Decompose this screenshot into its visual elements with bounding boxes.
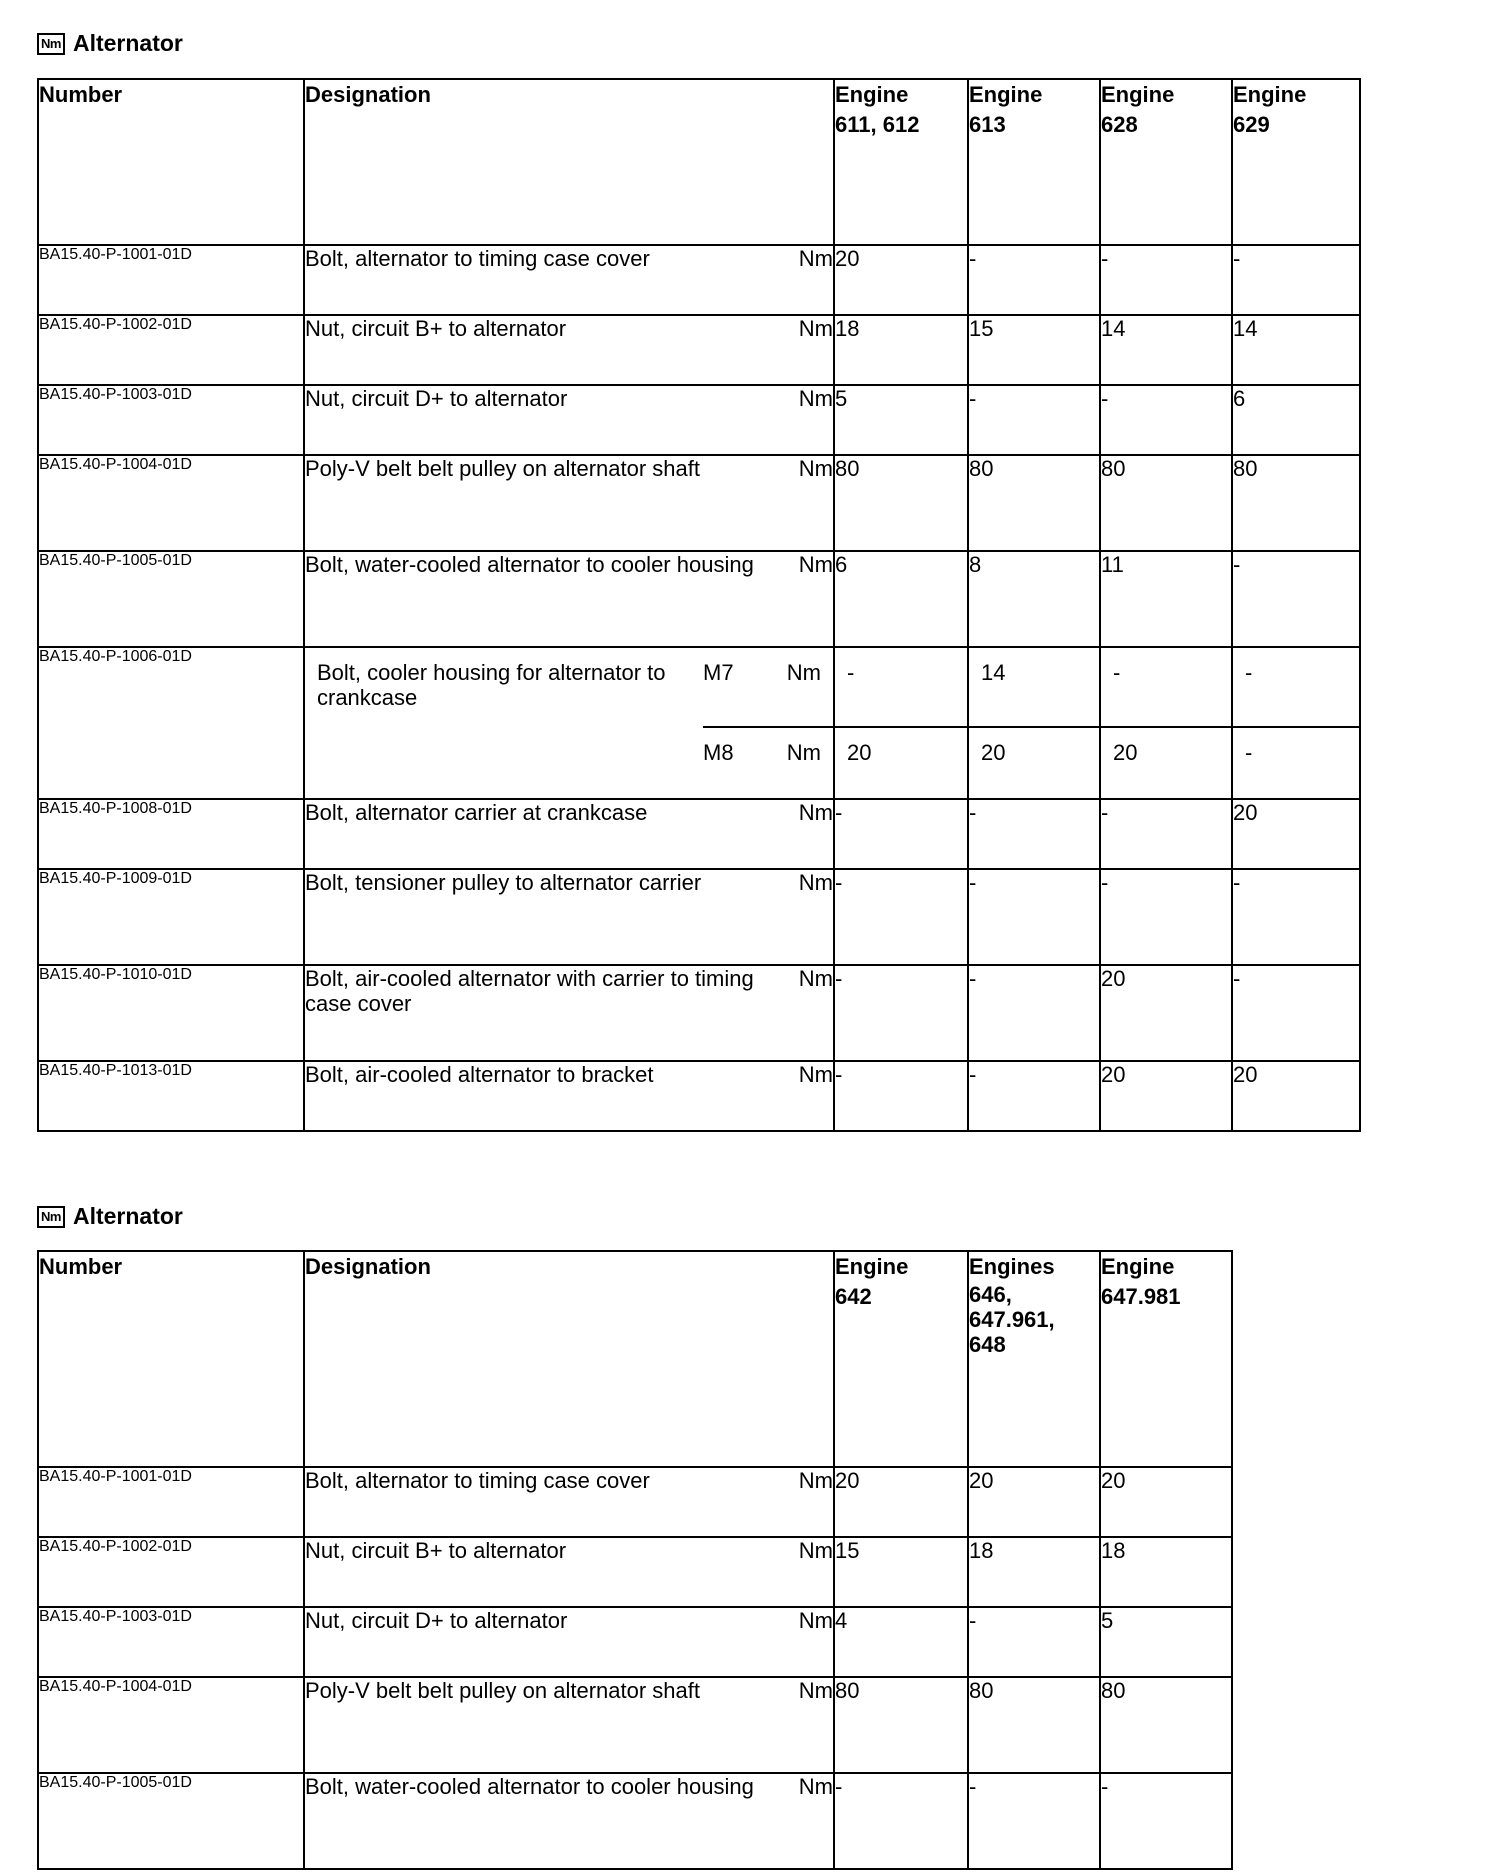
header-engine xyxy=(1232,79,1360,245)
table-row xyxy=(38,799,1360,869)
torque-value: 20 xyxy=(1100,965,1232,1061)
unit-label: Nm xyxy=(798,800,833,825)
torque-value: - xyxy=(834,1773,968,1869)
row-designation xyxy=(304,1061,834,1131)
designation-text: Bolt, alternator to timing case cover xyxy=(305,1468,650,1493)
torque-value: - xyxy=(1100,1773,1232,1869)
torque-value-cell xyxy=(968,647,1100,799)
torque-value: 4 xyxy=(834,1607,968,1677)
torque-value: 20 xyxy=(834,245,968,315)
header-engine xyxy=(834,79,968,245)
unit-label: Nm xyxy=(798,552,833,577)
torque-value-cell xyxy=(1100,647,1232,799)
torque-value: - xyxy=(834,869,968,965)
torque-value: - xyxy=(1232,965,1360,1061)
header-line: Engine xyxy=(835,82,909,107)
header-line: 613 xyxy=(969,112,1006,137)
size-row xyxy=(703,728,833,798)
row-number: BA15.40-P-1001-01D xyxy=(38,1467,304,1537)
header-line: 628 xyxy=(1101,112,1138,137)
torque-value: - xyxy=(1100,799,1232,869)
torque-value: 6 xyxy=(1232,385,1360,455)
torque-value: - xyxy=(968,965,1100,1061)
designation-split xyxy=(305,648,833,798)
header-line: Engine xyxy=(969,82,1043,107)
designation-wrap xyxy=(305,1538,833,1563)
torque-value: - xyxy=(834,799,968,869)
unit-label: Nm xyxy=(798,966,833,991)
torque-value: 80 xyxy=(1232,455,1360,551)
unit-label: Nm xyxy=(798,1538,833,1563)
header-line: Engine xyxy=(1233,82,1307,107)
row-number: BA15.40-P-1003-01D xyxy=(38,385,304,455)
header-engine xyxy=(1100,1251,1232,1467)
header-engine xyxy=(968,79,1100,245)
torque-value: 15 xyxy=(968,315,1100,385)
section-title-1 xyxy=(37,30,183,57)
table-row xyxy=(38,869,1360,965)
table-row xyxy=(38,245,1360,315)
designation-text: Poly-V belt belt pulley on alternator shaft xyxy=(305,456,701,481)
torque-table-1 xyxy=(37,78,1361,1132)
row-designation xyxy=(304,965,834,1061)
header-line: Engines xyxy=(969,1254,1055,1279)
row-number: BA15.40-P-1010-01D xyxy=(38,965,304,1061)
row-number: BA15.40-P-1006-01D xyxy=(38,647,304,799)
torque-value: 20 xyxy=(968,1467,1100,1537)
row-number: BA15.40-P-1004-01D xyxy=(38,455,304,551)
designation-wrap xyxy=(305,1774,833,1799)
unit-label: Nm xyxy=(798,386,833,411)
header-line: 647.981 xyxy=(1101,1284,1181,1309)
table-row xyxy=(38,965,1360,1061)
designation-text: Nut, circuit D+ to alternator xyxy=(305,386,568,411)
torque-value: - xyxy=(968,385,1100,455)
table-row xyxy=(38,1061,1360,1131)
unit-label: Nm xyxy=(798,246,833,271)
designation-wrap xyxy=(305,1678,833,1703)
unit-label: Nm xyxy=(798,1608,833,1633)
row-number: BA15.40-P-1002-01D xyxy=(38,315,304,385)
header-engine xyxy=(834,1251,968,1467)
header-line: 611, 612 xyxy=(835,112,920,137)
unit-label: Nm xyxy=(798,1468,833,1493)
unit-label: Nm xyxy=(798,1062,833,1087)
torque-value: - xyxy=(1100,385,1232,455)
designation-text: Bolt, air-cooled alternator with carrier to timing case cover xyxy=(305,966,754,1016)
torque-value: 14 xyxy=(1100,315,1232,385)
torque-value: - xyxy=(968,1773,1100,1869)
header-engine xyxy=(1100,79,1232,245)
designation-wrap xyxy=(305,386,833,411)
section-title-2 xyxy=(37,1203,183,1230)
row-designation xyxy=(304,799,834,869)
torque-value: - xyxy=(968,799,1100,869)
row-number: BA15.40-P-1003-01D xyxy=(38,1607,304,1677)
row-number: BA15.40-P-1001-01D xyxy=(38,245,304,315)
header-engine xyxy=(968,1251,1100,1467)
torque-value: - xyxy=(968,245,1100,315)
table-row xyxy=(38,1467,1232,1537)
row-designation xyxy=(304,455,834,551)
row-number: BA15.40-P-1009-01D xyxy=(38,869,304,965)
unit-label: Nm xyxy=(798,456,833,481)
header-line: 629 xyxy=(1233,112,1270,137)
unit-label: Nm xyxy=(798,316,833,341)
table-row xyxy=(38,647,1360,799)
designation-text: Bolt, air-cooled alternator to bracket xyxy=(305,1062,654,1087)
bolt-size: M8 xyxy=(703,740,734,765)
torque-value: - xyxy=(1233,648,1359,728)
unit-label: Nm xyxy=(798,1774,833,1799)
torque-value: 18 xyxy=(834,315,968,385)
row-designation xyxy=(304,1537,834,1607)
row-number: BA15.40-P-1005-01D xyxy=(38,1773,304,1869)
section-title-text: Alternator xyxy=(72,1203,183,1229)
designation-wrap xyxy=(305,456,833,481)
unit-label: Nm xyxy=(786,740,821,765)
table-row xyxy=(38,1773,1232,1869)
designation-text: Bolt, cooler housing for alternator to crankcase xyxy=(317,660,666,710)
table-row xyxy=(38,455,1360,551)
designation-wrap xyxy=(305,966,833,1016)
torque-value: 20 xyxy=(981,740,1006,765)
row-designation xyxy=(304,1467,834,1537)
unit-label: Nm xyxy=(798,1678,833,1703)
torque-value: - xyxy=(968,1607,1100,1677)
table-row xyxy=(38,1607,1232,1677)
torque-value: 8 xyxy=(968,551,1100,647)
torque-value-cell xyxy=(834,647,968,799)
torque-value: - xyxy=(1100,869,1232,965)
designation-wrap xyxy=(305,800,833,825)
size-row xyxy=(703,648,833,728)
designation-text: Nut, circuit B+ to alternator xyxy=(305,316,567,341)
header-designation: Designation xyxy=(304,1251,834,1467)
torque-value: - xyxy=(1100,245,1232,315)
designation-wrap xyxy=(305,1608,833,1633)
torque-value: 20 xyxy=(1232,799,1360,869)
torque-value: - xyxy=(1101,648,1231,728)
header-number: Number xyxy=(38,1251,304,1467)
table-row xyxy=(38,315,1360,385)
table-header-row xyxy=(38,1251,1232,1467)
torque-value: - xyxy=(1232,245,1360,315)
torque-value: 20 xyxy=(847,740,872,765)
designation-wrap xyxy=(305,1062,833,1087)
row-designation xyxy=(304,647,834,799)
torque-value: 5 xyxy=(1100,1607,1232,1677)
header-line: Engine xyxy=(1101,1254,1175,1279)
header-line: 642 xyxy=(835,1284,872,1309)
row-designation xyxy=(304,315,834,385)
torque-value: 14 xyxy=(1232,315,1360,385)
torque-value: 80 xyxy=(834,455,968,551)
row-designation xyxy=(304,869,834,965)
row-designation xyxy=(304,1607,834,1677)
torque-value: - xyxy=(968,869,1100,965)
torque-value-cell xyxy=(1232,647,1360,799)
bolt-size: M7 xyxy=(703,660,734,685)
header-line: Engine xyxy=(835,1254,909,1279)
row-designation xyxy=(304,1677,834,1773)
designation-text: Bolt, alternator to timing case cover xyxy=(305,246,650,271)
torque-value: - xyxy=(1232,551,1360,647)
table-header-row xyxy=(38,79,1360,245)
torque-value: 20 xyxy=(1232,1061,1360,1131)
torque-value: 80 xyxy=(1100,1677,1232,1773)
row-number: BA15.40-P-1013-01D xyxy=(38,1061,304,1131)
designation-text: Bolt, water-cooled alternator to cooler housing xyxy=(305,1774,754,1799)
torque-value: 80 xyxy=(834,1677,968,1773)
torque-value: 20 xyxy=(1100,1467,1232,1537)
table-row xyxy=(38,1677,1232,1773)
torque-value: - xyxy=(1232,869,1360,965)
section-title-text: Alternator xyxy=(72,30,183,56)
torque-nm-icon: Nm xyxy=(37,1206,65,1228)
designation-text: Bolt, water-cooled alternator to cooler housing xyxy=(305,552,754,577)
header-line: 648 xyxy=(969,1332,1006,1357)
torque-table-2 xyxy=(37,1250,1233,1870)
table-row xyxy=(38,551,1360,647)
torque-value: 15 xyxy=(834,1537,968,1607)
unit-label: Nm xyxy=(798,870,833,895)
row-number: BA15.40-P-1004-01D xyxy=(38,1677,304,1773)
torque-value: 11 xyxy=(1100,551,1232,647)
torque-value: 18 xyxy=(968,1537,1100,1607)
row-designation xyxy=(304,245,834,315)
header-number: Number xyxy=(38,79,304,245)
header-designation: Designation xyxy=(304,79,834,245)
row-number: BA15.40-P-1008-01D xyxy=(38,799,304,869)
designation-wrap xyxy=(305,316,833,341)
torque-value: 5 xyxy=(834,385,968,455)
torque-value: 14 xyxy=(969,648,1099,728)
torque-value: 80 xyxy=(1100,455,1232,551)
designation-text: Bolt, alternator carrier at crankcase xyxy=(305,800,648,825)
torque-value: 6 xyxy=(834,551,968,647)
unit-label: Nm xyxy=(786,660,821,685)
table-row xyxy=(38,385,1360,455)
row-number: BA15.40-P-1002-01D xyxy=(38,1537,304,1607)
designation-text: Nut, circuit D+ to alternator xyxy=(305,1608,568,1633)
designation-wrap xyxy=(305,870,833,895)
row-designation xyxy=(304,1773,834,1869)
size-column xyxy=(703,648,833,798)
torque-value: 20 xyxy=(1113,740,1138,765)
table-row xyxy=(38,1537,1232,1607)
torque-value: 20 xyxy=(1100,1061,1232,1131)
torque-value: - xyxy=(968,1061,1100,1131)
row-designation xyxy=(304,385,834,455)
torque-value: 80 xyxy=(968,455,1100,551)
header-line: Engine xyxy=(1101,82,1175,107)
row-number: BA15.40-P-1005-01D xyxy=(38,551,304,647)
header-line: 647.961, xyxy=(969,1307,1055,1332)
designation-text: Bolt, tensioner pulley to alternator carrier xyxy=(305,870,702,895)
designation-wrap xyxy=(305,1468,833,1493)
designation-text: Poly-V belt belt pulley on alternator shaft xyxy=(305,1678,701,1703)
torque-value: 20 xyxy=(834,1467,968,1537)
torque-value: 18 xyxy=(1100,1537,1232,1607)
designation-text: Nut, circuit B+ to alternator xyxy=(305,1538,567,1563)
torque-value: - xyxy=(835,648,967,728)
row-designation xyxy=(304,551,834,647)
torque-nm-icon: Nm xyxy=(37,33,65,55)
torque-value: 80 xyxy=(968,1677,1100,1773)
torque-value: - xyxy=(1245,740,1253,765)
header-line: 646, xyxy=(969,1282,1012,1307)
torque-value: - xyxy=(834,1061,968,1131)
torque-value: - xyxy=(834,965,968,1061)
designation-wrap xyxy=(305,246,833,271)
designation-wrap xyxy=(305,552,833,577)
